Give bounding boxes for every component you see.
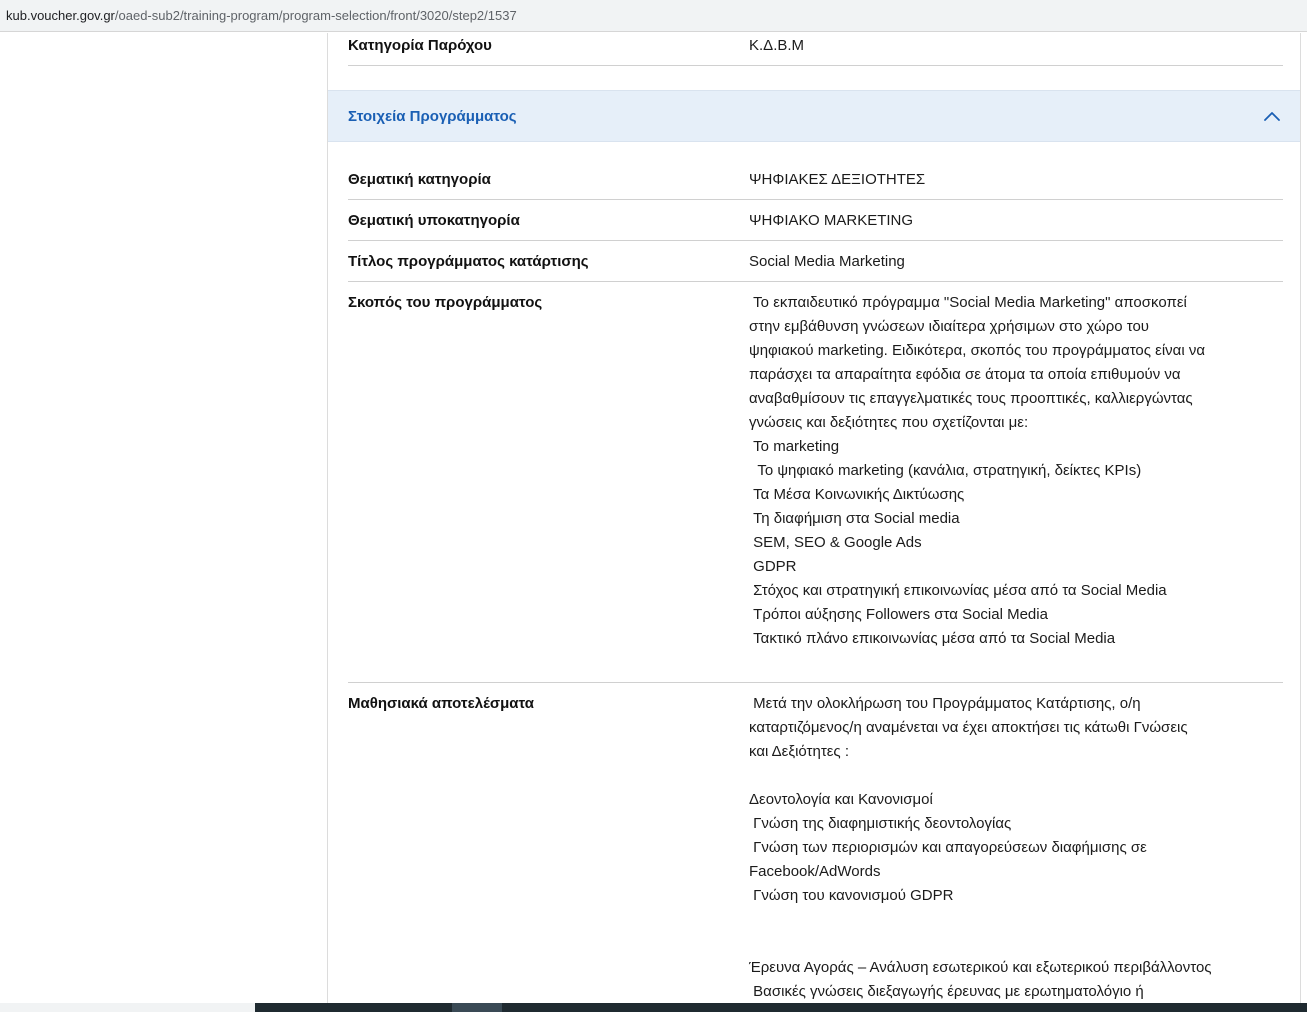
thematic-subcategory-value: ΨΗΦΙΑΚΟ MARKETING xyxy=(749,212,914,229)
program-purpose-value: Το εκπαιδευτικό πρόγραμμα "Social Media Marketing" αποσκοπεί στην εμβάθυνση γνώσεων ιδιαίτερα χρήσιμων στο χώρο του ψηφιακού marketing. Ειδικότερα, σκοπός του προγράμματος είναι να παράσχει τα απαραίτητα εφόδια σε άτομα τα οποία επιθυμούν να αναβαθμίσουν τις επαγγελματικές τους προοπτικές, καλλιεργώντας γνώσεις και δεξιότητες που σχετίζονται με: Το marketing Το ψηφιακό marketing (κανάλια, στρατηγική, δείκτες KPIs) Τα Μέσα Κοινωνικής Δικτύωσης Τη διαφήμιση στα Social media SEM, SEO & Google Ads GDPR Στόχος και στρατηγική επικοινωνίας μέσα από τα Social Media Τρόποι αύξησης Followers στα Social Media Τακτικό πλάνο επικοινωνίας μέσα από τα Social Media xyxy=(749,294,1206,647)
thematic-subcategory-label: Θεματική υποκατηγορία xyxy=(348,212,520,229)
thematic-category-label: Θεματική κατηγορία xyxy=(348,171,491,188)
thematic-category-row xyxy=(348,168,1283,200)
row-divider xyxy=(348,682,1283,683)
row-divider xyxy=(348,281,1283,282)
program-purpose-row xyxy=(348,291,1283,683)
provider-category-value: Κ.Δ.Β.Μ xyxy=(749,37,805,54)
program-purpose-label: Σκοπός του προγράμματος xyxy=(348,294,543,311)
provider-category-row xyxy=(348,33,1283,66)
taskbar-item[interactable] xyxy=(452,1003,502,1012)
program-title-row xyxy=(348,250,1283,282)
provider-category-label: Κατηγορία Παρόχου xyxy=(348,37,492,54)
program-details-panel xyxy=(327,33,1301,1003)
row-divider xyxy=(348,199,1283,200)
thematic-subcategory-row xyxy=(348,209,1283,241)
address-bar[interactable] xyxy=(0,0,1307,32)
program-title-label: Τίτλος προγράμματος κατάρτισης xyxy=(348,253,589,270)
section-title: Στοιχεία Προγράμματος xyxy=(348,108,517,125)
row-divider xyxy=(348,240,1283,241)
thematic-category-value: ΨΗΦΙΑΚΕΣ ΔΕΞΙΟΤΗΤΕΣ xyxy=(749,171,926,188)
url-domain: kub.voucher.gov.gr xyxy=(6,8,115,23)
url-path: /oaed-sub2/training-program/program-selection/front/3020/step2/1537 xyxy=(114,8,517,23)
taskbar xyxy=(0,1003,1307,1012)
chevron-up-icon[interactable] xyxy=(1262,107,1282,127)
row-divider xyxy=(348,65,1283,66)
taskbar-strip xyxy=(255,1003,1307,1012)
program-title-value: Social Media Marketing xyxy=(749,253,905,270)
learning-outcomes-label: Μαθησιακά αποτελέσματα xyxy=(348,695,535,712)
learning-outcomes-row xyxy=(348,692,1283,1003)
learning-outcomes-value: Μετά την ολοκλήρωση του Προγράμματος Κατάρτισης, ο/η καταρτιζόμενος/η αναμένεται να έχει αποκτήσει τις κάτωθι Γνώσεις και Δεξιότητες : Δεοντολογία και Κανονισμοί Γνώση της διαφημιστικής δεοντολογίας Γνώση των περιορισμών και απαγορεύσεων διαφήμισης σε Facebook/AdWords Γνώση του κανονισμού GDPR Έρευνα Αγοράς – Ανάλυση εσωτερικού και εξωτερικού περιβάλλοντος Βασικές γνώσεις διεξαγωγής έρευνας με ερωτηματολόγιο ή xyxy=(749,695,1212,1000)
program-details-accordion-header[interactable] xyxy=(328,90,1300,142)
